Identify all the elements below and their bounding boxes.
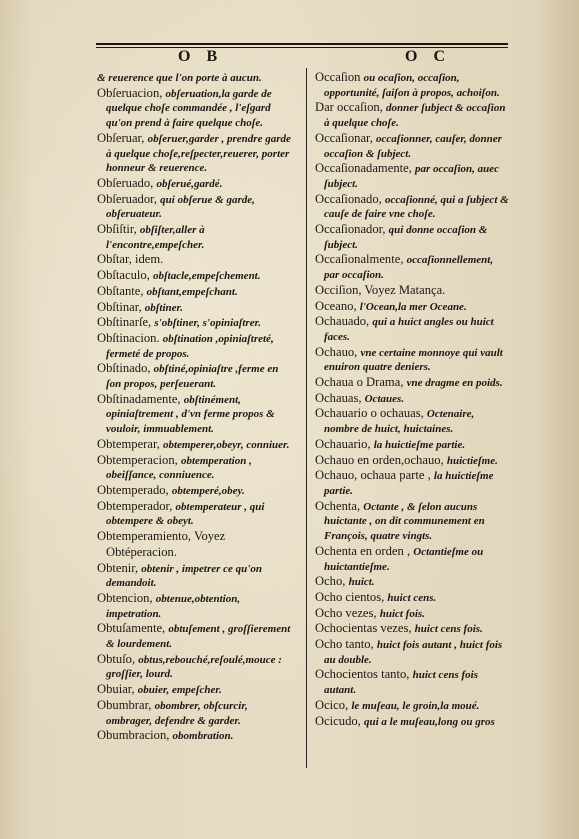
entry-headword: Ochenta en orden ,	[315, 543, 414, 558]
entry-definition: obſiſter,aller à l'encontre,empeſcher.	[106, 224, 205, 251]
entry-headword: Occaſion	[315, 70, 364, 84]
dictionary-entry	[315, 283, 511, 299]
entry-definition: obuier, empeſcher.	[137, 684, 222, 697]
dictionary-entry	[315, 100, 511, 130]
entry-headword: Obſeruacion,	[97, 85, 166, 100]
entry-headword: Obtemperacion,	[97, 452, 181, 467]
dictionary-entry	[97, 176, 293, 192]
entry-headword: Obtemperamiento, Voyez Obtéperacion.	[97, 529, 226, 559]
dictionary-entry	[97, 331, 293, 361]
dictionary-entry	[315, 391, 511, 407]
entry-headword: Ochocientas vezes,	[315, 621, 415, 636]
entry-headword: Ochenta,	[315, 498, 364, 513]
dictionary-entry	[315, 574, 511, 590]
entry-headword: Obſeruador,	[97, 191, 161, 206]
entry-definition: obſtiner.	[144, 301, 183, 314]
entry-definition: obſerué,gardé.	[156, 177, 223, 190]
entry-definition: huict cens fois autant.	[324, 669, 478, 697]
entry-definition: huictieſme.	[446, 454, 498, 467]
dictionary-entry	[97, 392, 293, 437]
dictionary-entry	[315, 590, 511, 606]
entry-headword: Oceano,	[315, 298, 360, 313]
entry-definition: obtus,rebouché,reſoulé,mouce : groſſier, lourd.	[106, 653, 282, 681]
entry-headword: Ocho cientos,	[315, 589, 388, 604]
dictionary-entry	[315, 499, 511, 544]
dictionary-entry	[315, 621, 511, 637]
dictionary-entry	[315, 453, 511, 469]
entry-definition: la huictieſme partie.	[324, 470, 494, 497]
dictionary-entry	[97, 652, 293, 682]
dictionary-entry	[97, 682, 293, 698]
entry-headword: Obumbrar,	[97, 697, 155, 712]
entry-headword: Ochauo,	[315, 344, 361, 359]
entry-definition: Octante , & ſelon aucuns huictante , on dit communement en François, quatre vingts.	[324, 500, 485, 543]
entry-definition: Octaues.	[364, 392, 405, 405]
entry-definition: obtemperateur , qui obtempere & obeyt.	[106, 500, 265, 528]
entry-definition: la huictieſme partie.	[373, 438, 466, 451]
entry-definition: obſtinément, opiniaſtrement , d'vn ferme propos & vouloir, immuablement.	[106, 393, 275, 436]
entry-definition: huict fois.	[379, 607, 425, 620]
entry-definition: Octantieſme ou huictantieſme.	[324, 545, 484, 573]
dictionary-entry	[97, 192, 293, 222]
entry-headword: Ochauario,	[315, 436, 374, 451]
dictionary-entry	[315, 698, 511, 714]
dictionary-entry	[315, 222, 511, 252]
dictionary-entry	[97, 529, 293, 560]
dictionary-entry	[315, 252, 511, 282]
entry-headword: Obſtinarſe,	[97, 315, 155, 330]
entry-definition: obtemperation , obeiſſance, conniuence.	[106, 454, 252, 482]
entry-headword: Obſtante,	[97, 283, 147, 298]
entry-headword: Obſtinado,	[97, 361, 154, 376]
entry-headword: Obſeruar,	[97, 130, 148, 145]
entry-definition: donner ſubject & occaſion à quelque choſe.	[324, 102, 506, 130]
entry-headword: Obtuſamente,	[97, 621, 169, 636]
entry-headword: Obtenir,	[97, 560, 142, 575]
entry-headword: Obſtinar,	[97, 299, 145, 314]
dictionary-entry	[315, 468, 511, 498]
entry-headword: Occaſionador,	[315, 222, 389, 237]
entry-headword: Ochauo, ochaua parte ,	[315, 468, 434, 483]
dictionary-entry	[315, 375, 511, 391]
entry-headword: Occaſionado,	[315, 191, 385, 206]
entry-headword: Obſeruado,	[97, 175, 157, 190]
entry-headword: Obumbracion,	[97, 728, 173, 743]
entry-definition: occaſionnellement, par occaſion.	[324, 254, 494, 282]
entry-headword: Obtemperar,	[97, 436, 163, 451]
dictionary-entry	[315, 70, 511, 100]
entry-headword: Obtemperador,	[97, 498, 176, 513]
dictionary-entry	[315, 637, 511, 667]
right-column-header: O C	[405, 48, 451, 65]
dictionary-entry	[315, 437, 511, 453]
dictionary-entry	[97, 437, 293, 453]
left-column-header: O B	[178, 48, 224, 65]
entry-definition: qui a huict angles ou huict faces.	[324, 316, 494, 343]
dictionary-entry	[97, 300, 293, 316]
entry-headword: Ochauas,	[315, 390, 365, 405]
top-rule	[96, 43, 508, 45]
dictionary-entry	[97, 315, 293, 331]
entry-headword: Ochauario o ochauas,	[315, 406, 427, 421]
dictionary-entry	[97, 222, 293, 252]
entry-headword: Obtencion,	[97, 590, 156, 605]
entry-headword: Occaſionar,	[315, 130, 377, 145]
dictionary-entry	[97, 728, 293, 744]
entry-definition: ou ocaſion, occaſion, opportunité, ſaiſon à propos, achoiſon.	[324, 72, 500, 99]
dictionary-entry	[315, 314, 511, 344]
entry-definition: par occaſion, auec ſubject.	[324, 163, 500, 190]
dictionary-entry	[97, 483, 293, 499]
entry-headword: Occaſionadamente,	[315, 161, 415, 176]
entry-headword: Ochauado,	[315, 314, 373, 329]
entry-definition: l'Ocean,la mer Oceane.	[359, 300, 467, 313]
entry-headword: Ocico,	[315, 697, 352, 712]
entry-definition: obombrer, obſcurcir, ombrager, defendre & garder.	[106, 699, 248, 727]
right-column	[315, 70, 511, 729]
entry-headword: Dar occaſion,	[315, 100, 386, 115]
entry-headword: Ochauo en orden,ochauo,	[315, 452, 447, 467]
dictionary-entry	[315, 667, 511, 697]
entry-definition: & reuerence que l'on porte à aucun.	[97, 72, 262, 84]
dictionary-entry	[315, 714, 511, 730]
dictionary-entry	[97, 268, 293, 284]
entry-headword: Occiſion, Voyez Matança.	[315, 282, 446, 297]
dictionary-entry	[97, 361, 293, 391]
entry-definition: vne dragme en poids.	[406, 377, 503, 390]
entry-definition: huict cens.	[387, 591, 437, 604]
entry-headword: Obſtinacion.	[97, 330, 163, 345]
entry-headword: Obſtaculo,	[97, 268, 153, 283]
entry-definition: obſtant,empeſchant.	[146, 285, 238, 298]
entry-definition: obſeruation,la garde de quelque choſe commandée , l'eſgard qu'on prend à faire quelque choſe.	[106, 87, 272, 130]
entry-definition: obſtacle,empeſchement.	[152, 270, 261, 283]
left-column	[97, 70, 293, 744]
dictionary-entry	[315, 345, 511, 375]
entry-definition: vne certaine monnoye qui vault enuiron quatre deniers.	[324, 346, 503, 374]
dictionary-entry	[97, 131, 293, 176]
entry-definition: huict.	[348, 576, 375, 589]
dictionary-entry	[315, 161, 511, 191]
entry-definition: obtemperer,obeyr, conniuer.	[162, 438, 290, 451]
dictionary-entry	[97, 453, 293, 483]
entry-headword: Obſtar, idem.	[97, 252, 164, 267]
dictionary-entry	[97, 621, 293, 651]
dictionary-entry	[315, 299, 511, 315]
dictionary-entry	[97, 561, 293, 591]
entry-headword: Ochocientos tanto,	[315, 667, 413, 682]
entry-definition: huict fois autant , huict fois au double.	[324, 639, 503, 666]
entry-definition: obtuſement , groſſierement & lourdement.	[106, 623, 291, 651]
entry-headword: Ocho vezes,	[315, 605, 380, 620]
entry-headword: Ocho tanto,	[315, 637, 377, 652]
entry-definition: obſtination ,opiniaſtreté, fermeté de propos.	[106, 332, 274, 360]
entry-definition: s'obſtiner, s'opiniaſtrer.	[154, 317, 262, 330]
entry-definition: obſtiné,opiniaſtre ,ferme en ſon propos, perſeuerant.	[106, 363, 279, 391]
entry-headword: Occaſionalmente,	[315, 252, 407, 267]
entry-definition: obſeruer,garder , prendre garde à quelque choſe,reſpecter,reuerer, porter honneur & reuerence.	[106, 132, 291, 175]
dictionary-entry	[315, 131, 511, 161]
entry-definition: qui a le muſeau,long ou gros	[363, 715, 495, 728]
entry-headword: Obſiſtir,	[97, 222, 140, 237]
entry-definition: obtenue,obtention, impetration.	[106, 592, 241, 620]
entry-definition: qui obſerue & garde, obſeruateur.	[106, 193, 255, 221]
entry-definition: obombration.	[172, 730, 234, 743]
dictionary-entry	[97, 86, 293, 131]
dictionary-entry	[97, 70, 293, 86]
dictionary-entry	[315, 544, 511, 574]
entry-definition: obtemperé,obey.	[171, 484, 245, 497]
entry-headword: Obſtinadamente,	[97, 391, 184, 406]
entry-definition: huict cens fois.	[414, 623, 483, 636]
entry-definition: occaſionné, qui a ſubject & cauſe de faire vne choſe.	[324, 193, 509, 221]
dictionary-entry	[315, 406, 511, 436]
dictionary-entry	[97, 252, 293, 268]
entry-definition: occaſionner, cauſer, donner occaſion & ſubject.	[324, 132, 502, 160]
entry-headword: Obtuſo,	[97, 651, 139, 666]
dictionary-entry	[97, 284, 293, 300]
dictionary-entry	[315, 606, 511, 622]
dictionary-entry	[97, 698, 293, 728]
dictionary-entry	[97, 591, 293, 621]
entry-definition: obtenir , impetrer ce qu'on demandoit.	[106, 562, 262, 590]
entry-definition: qui donne occaſion & ſubject.	[324, 224, 488, 251]
dictionary-entry	[97, 499, 293, 529]
entry-definition: le muſeau, le groin,la moué.	[351, 699, 480, 712]
entry-headword: Ochaua o Drama,	[315, 375, 407, 390]
entry-headword: Obtemperado,	[97, 482, 172, 497]
dictionary-entry	[315, 192, 511, 222]
entry-definition: Octenaire, nombre de huict, huictaines.	[324, 408, 475, 436]
entry-headword: Obuiar,	[97, 682, 138, 697]
entry-headword: Ocho,	[315, 574, 349, 589]
entry-headword: Ocicudo,	[315, 713, 364, 728]
column-divider	[306, 68, 307, 768]
